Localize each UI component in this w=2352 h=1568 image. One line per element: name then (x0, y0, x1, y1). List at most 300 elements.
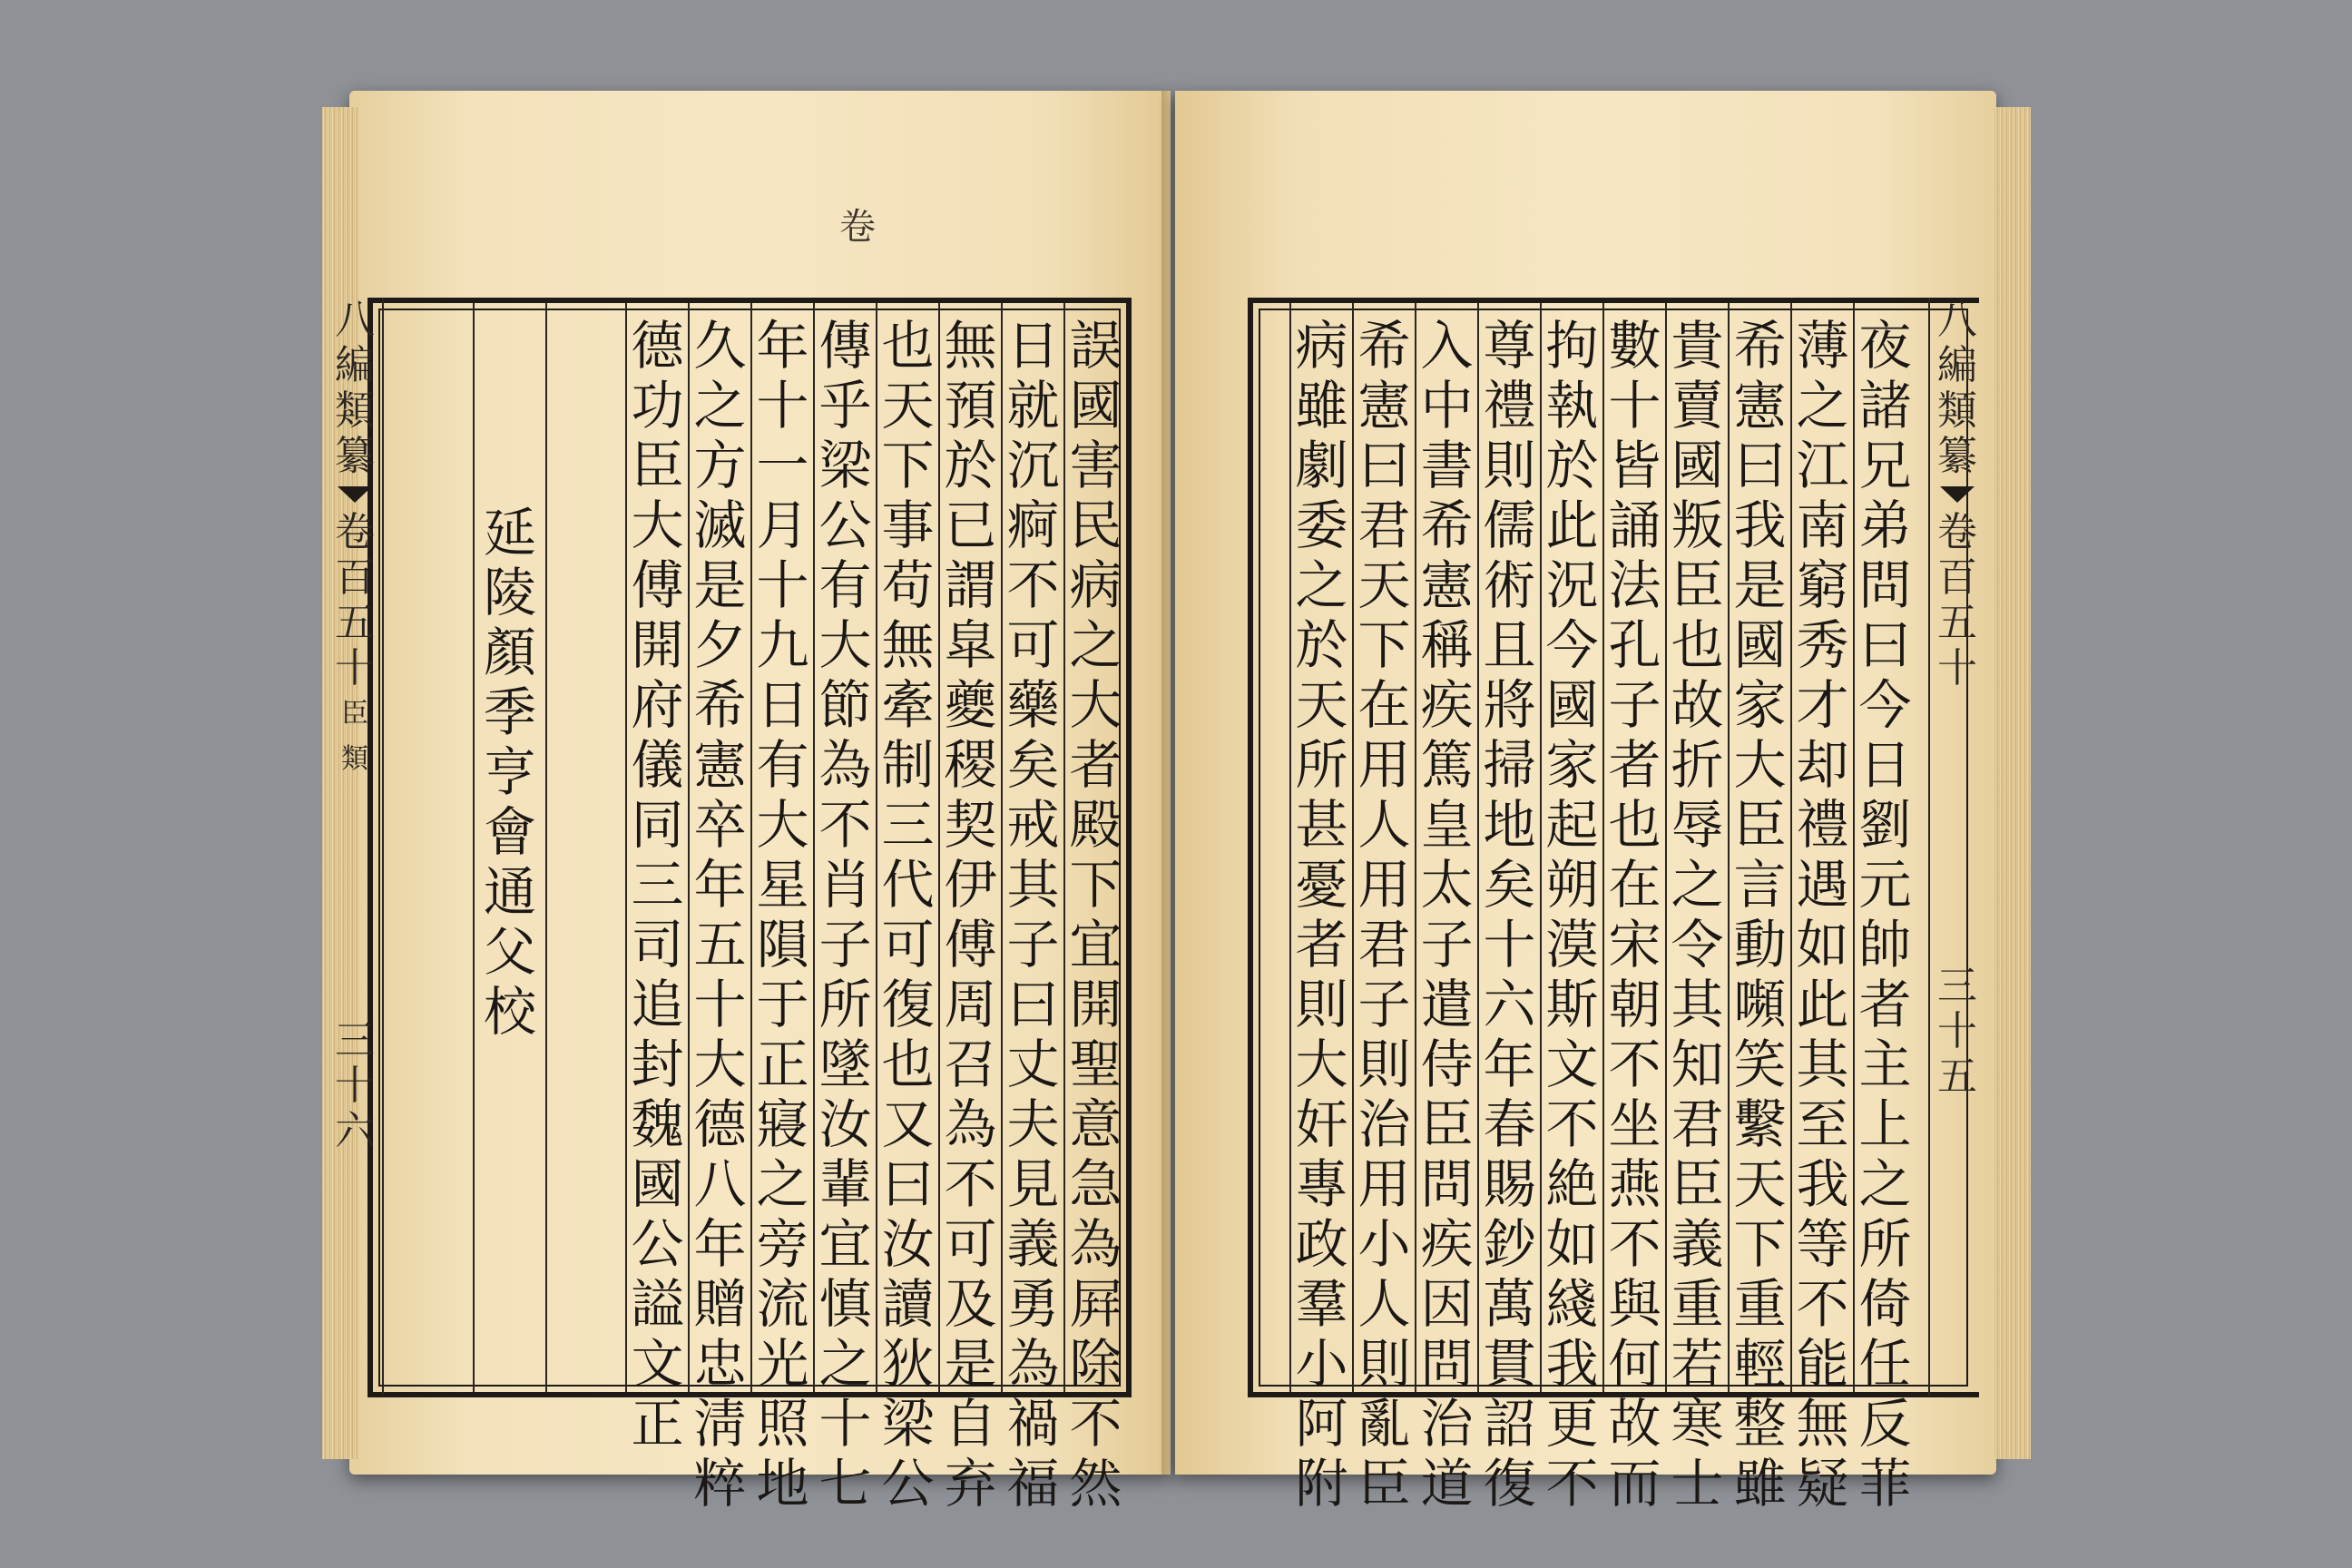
character: 憲 (1733, 375, 1787, 436)
left-text-column-7 (688, 303, 750, 1514)
character: 可 (944, 1213, 997, 1275)
character: 菲 (1858, 1453, 1912, 1514)
right-text-column-3 (1728, 303, 1790, 1514)
right-text-column-8 (1415, 303, 1477, 1514)
character: 儒 (1483, 495, 1536, 556)
character: 見 (1006, 1153, 1060, 1215)
character: 誤 (1069, 315, 1122, 377)
character: 賜 (1483, 1153, 1536, 1215)
character: 其 (1671, 974, 1724, 1035)
character: 我 (1796, 1153, 1849, 1215)
top-mark: 卷 (839, 206, 876, 248)
character: 劉 (1858, 794, 1912, 856)
character: 大 (756, 794, 809, 856)
character: 主 (1858, 1034, 1912, 1095)
character: 為 (1006, 1333, 1060, 1395)
character: 動 (1733, 914, 1787, 975)
character: 更 (1545, 1393, 1599, 1455)
character: 不 (1545, 1093, 1599, 1155)
character: 倚 (1858, 1273, 1912, 1335)
character: 德 (693, 1093, 747, 1155)
character: 日 (1006, 315, 1060, 377)
character: 隕 (756, 914, 809, 975)
character: 等 (1796, 1213, 1849, 1275)
character: 江 (1796, 435, 1849, 496)
left-page (335, 91, 1171, 1514)
character: 也 (881, 1034, 935, 1095)
character: 校 (483, 981, 536, 1043)
character: 民 (1069, 495, 1122, 556)
character: 我 (1733, 495, 1787, 556)
left-text-frame (368, 298, 1132, 1514)
character: 又 (881, 1093, 935, 1155)
character: 皇 (1420, 794, 1474, 856)
character: 季 (483, 681, 536, 743)
character: 墜 (818, 1034, 872, 1095)
character: 之 (1671, 854, 1724, 916)
right-text-column-9 (1352, 303, 1415, 1514)
character: 就 (1006, 375, 1060, 436)
character: 用 (1357, 854, 1411, 916)
character: 忠 (693, 1333, 747, 1395)
character: 謚 (631, 1273, 684, 1335)
character: 子 (1357, 974, 1411, 1035)
character: 天 (1733, 1153, 1787, 1215)
character: 梁 (818, 435, 872, 496)
character: 淸 (693, 1393, 747, 1455)
character: 劇 (1295, 435, 1348, 496)
character: 侍 (1420, 1034, 1474, 1095)
character: 是 (944, 1333, 997, 1395)
character: 整 (1733, 1393, 1787, 1455)
character: 法 (1608, 554, 1661, 616)
character: 大 (1069, 674, 1122, 736)
character: 憂 (1295, 854, 1348, 916)
character: 會 (483, 801, 536, 863)
character: 七 (818, 1453, 872, 1514)
right-text-column-5 (1602, 303, 1665, 1514)
character: 遇 (1796, 854, 1849, 916)
character: 月 (756, 495, 809, 556)
character: 文 (1545, 1034, 1599, 1095)
character: 起 (1545, 794, 1599, 856)
character: 狄 (881, 1333, 935, 1395)
character: 至 (1796, 1093, 1849, 1155)
character: 臣 (631, 435, 684, 496)
character: 臣 (1671, 1153, 1724, 1215)
character: 乎 (818, 375, 872, 436)
character: 任 (1858, 1333, 1912, 1395)
character: 斯 (1545, 974, 1599, 1035)
character: 亂 (1357, 1393, 1411, 1455)
character: 司 (631, 914, 684, 975)
character: 拘 (1545, 315, 1599, 377)
character: 將 (1483, 674, 1536, 736)
character: 粹 (693, 1453, 747, 1514)
character: 節 (818, 674, 872, 736)
right-text-column-4 (1665, 303, 1728, 1514)
character: 不 (1545, 1453, 1599, 1514)
character: 曰 (881, 1153, 935, 1215)
character: 誦 (1608, 495, 1661, 556)
character: 朔 (1545, 854, 1599, 916)
character: 之 (1295, 554, 1348, 616)
character: 子 (1006, 914, 1060, 975)
character: 子 (1420, 914, 1474, 975)
character: 方 (693, 435, 747, 496)
character: 傅 (631, 554, 684, 616)
character: 政 (1295, 1213, 1348, 1275)
character: 年 (693, 854, 747, 916)
character: 如 (1796, 914, 1849, 975)
character: 之 (756, 1153, 809, 1215)
character: 上 (1858, 1093, 1912, 1155)
character: 久 (693, 315, 747, 377)
character: 專 (1295, 1153, 1348, 1215)
character: 重 (1733, 1273, 1787, 1335)
character: 人 (1357, 794, 1411, 856)
character: 慎 (818, 1273, 872, 1335)
character: 大 (1733, 734, 1787, 796)
character: 憲 (693, 734, 747, 796)
character: 疾 (1420, 1213, 1474, 1275)
fishtail-mark (338, 486, 372, 503)
character: 者 (1295, 914, 1348, 975)
character: 沉 (1006, 435, 1060, 496)
character: 問 (1420, 1153, 1474, 1215)
character: 羣 (1295, 1273, 1348, 1335)
character: 繫 (1733, 1093, 1787, 1155)
character: 絶 (1545, 1153, 1599, 1215)
character: 十 (756, 554, 809, 616)
character: 子 (1608, 674, 1661, 736)
character: 功 (631, 375, 684, 436)
character: 者 (1608, 734, 1661, 796)
character: 十 (1483, 914, 1536, 975)
character: 薄 (1796, 315, 1849, 377)
center-strip-section: 臣 類 (341, 698, 368, 775)
character: 太 (1420, 854, 1474, 916)
character: 八 (693, 1153, 747, 1215)
character: 是 (1733, 554, 1787, 616)
character: 因 (1420, 1273, 1474, 1335)
left-text-columns (582, 303, 1126, 1514)
character: 才 (1796, 674, 1849, 736)
character: 病 (1295, 315, 1348, 377)
character: 于 (756, 974, 809, 1035)
character: 兄 (1858, 435, 1912, 496)
character: 十 (818, 1393, 872, 1455)
character: 賣 (1671, 375, 1724, 436)
character: 皐 (944, 614, 997, 676)
character: 藥 (1006, 674, 1060, 736)
character: 鈔 (1483, 1213, 1536, 1275)
character: 肖 (818, 854, 872, 916)
character: 則 (1357, 1333, 1411, 1395)
character: 日 (1858, 734, 1912, 796)
character: 禮 (1796, 794, 1849, 856)
character: 掃 (1483, 734, 1536, 796)
character: 公 (818, 495, 872, 556)
character: 為 (818, 734, 872, 796)
character: 曰 (1357, 435, 1411, 496)
character: 能 (1796, 1333, 1849, 1395)
character: 陵 (483, 562, 536, 623)
character: 三 (631, 854, 684, 916)
character: 苟 (881, 554, 935, 616)
character: 故 (1608, 1393, 1661, 1455)
character: 天 (1357, 554, 1411, 616)
character: 除 (1069, 1333, 1122, 1395)
character: 為 (944, 1093, 997, 1155)
character: 遣 (1420, 974, 1474, 1035)
character: 汝 (818, 1093, 872, 1155)
character: 疾 (1420, 674, 1474, 736)
character: 下 (1069, 854, 1122, 916)
character: 小 (1357, 1213, 1411, 1275)
character: 曰 (1006, 974, 1060, 1035)
right-text-column-10 (1289, 303, 1352, 1514)
center-strip-page-number: 三 十 五 (1937, 963, 1977, 1100)
character: 也 (1608, 794, 1661, 856)
character: 照 (756, 1393, 809, 1455)
character: 卒 (693, 794, 747, 856)
character: 也 (1671, 614, 1724, 676)
character: 丈 (1006, 1034, 1060, 1095)
character: 無 (1796, 1393, 1849, 1455)
character: 治 (1357, 1093, 1411, 1155)
character: 坐 (1608, 1093, 1661, 1155)
character: 之 (1069, 614, 1122, 676)
character: 書 (1420, 435, 1474, 496)
left-text-column-6 (750, 303, 813, 1514)
character: 殿 (1069, 794, 1122, 856)
character: 雖 (1295, 375, 1348, 436)
blank-column (545, 303, 582, 1392)
character: 事 (881, 495, 935, 556)
character: 人 (1357, 1273, 1411, 1335)
character: 用 (1357, 734, 1411, 796)
character: 治 (1420, 1393, 1474, 1455)
character: 之 (1858, 1153, 1912, 1215)
character: 臣 (1733, 794, 1787, 856)
character: 此 (1796, 974, 1849, 1035)
right-page-edge (1994, 107, 2031, 1459)
character: 府 (631, 674, 684, 736)
character: 雖 (1733, 1453, 1787, 1514)
character: 國 (631, 1153, 684, 1215)
character: 大 (818, 614, 872, 676)
character: 代 (881, 854, 935, 916)
character: 却 (1796, 734, 1849, 796)
character: 南 (1796, 495, 1849, 556)
character: 傅 (944, 914, 997, 975)
character: 言 (1733, 854, 1787, 916)
character: 疑 (1796, 1453, 1849, 1514)
character: 秀 (1796, 614, 1849, 676)
character: 所 (1858, 1213, 1912, 1275)
left-center-strip (328, 298, 384, 1396)
character: 貫 (1483, 1333, 1536, 1395)
character: 問 (1858, 554, 1912, 616)
character: 詔 (1483, 1393, 1536, 1455)
character: 周 (944, 974, 997, 1035)
character: 者 (1858, 974, 1912, 1035)
character: 綫 (1545, 1273, 1599, 1335)
character: 國 (1545, 674, 1599, 736)
character: 禍 (1006, 1393, 1060, 1455)
character: 叛 (1671, 495, 1724, 556)
character: 不 (1608, 1213, 1661, 1275)
character: 窮 (1796, 554, 1849, 616)
character: 道 (1420, 1453, 1474, 1514)
character: 禮 (1483, 375, 1536, 436)
character: 福 (1006, 1453, 1060, 1514)
character: 已 (944, 495, 997, 556)
character: 奸 (1295, 1093, 1348, 1155)
character: 寒 (1671, 1393, 1724, 1455)
character: 笑 (1733, 1034, 1787, 1095)
character: 今 (1858, 674, 1912, 736)
character: 執 (1545, 375, 1599, 436)
character: 意 (1069, 1093, 1122, 1155)
open-book (335, 91, 2005, 1514)
character: 年 (1483, 1034, 1536, 1095)
right-text-column-2 (1790, 303, 1853, 1514)
character: 自 (944, 1393, 997, 1455)
center-strip-volume: 卷 百 五 十 (1937, 509, 1977, 691)
character: 地 (756, 1453, 809, 1514)
character: 急 (1069, 1153, 1122, 1215)
character: 之 (1796, 375, 1849, 436)
character: 勇 (1006, 1273, 1060, 1335)
character: 贈 (693, 1273, 747, 1335)
character: 且 (1483, 614, 1536, 676)
character: 屛 (1069, 1273, 1122, 1335)
character: 弟 (1858, 495, 1912, 556)
character: 十 (1608, 375, 1661, 436)
character: 六 (1483, 974, 1536, 1035)
character: 無 (944, 315, 997, 377)
character: 憲 (1420, 554, 1474, 616)
character: 況 (1545, 554, 1599, 616)
character: 君 (1357, 914, 1411, 975)
right-page (1175, 91, 1996, 1514)
character: 帥 (1858, 914, 1912, 975)
character: 宜 (818, 1213, 872, 1275)
character: 君 (1671, 1093, 1724, 1155)
character: 則 (1483, 435, 1536, 496)
character: 宜 (1069, 914, 1122, 975)
character: 若 (1671, 1333, 1724, 1395)
character: 矣 (1006, 734, 1060, 796)
left-text-column-3 (938, 303, 1001, 1514)
character: 儀 (631, 734, 684, 796)
character: 故 (1671, 674, 1724, 736)
character: 父 (483, 921, 536, 983)
character: 光 (756, 1333, 809, 1395)
character: 公 (881, 1453, 935, 1514)
character: 通 (483, 861, 536, 923)
character: 尊 (1483, 315, 1536, 377)
character: 傳 (818, 315, 872, 377)
character: 年 (756, 315, 809, 377)
character: 延 (483, 502, 536, 564)
character: 開 (1069, 974, 1122, 1035)
character: 朝 (1608, 974, 1661, 1035)
character: 然 (1069, 1453, 1122, 1514)
character: 年 (693, 1213, 747, 1275)
character: 重 (1671, 1273, 1724, 1335)
character: 也 (881, 315, 935, 377)
character: 封 (631, 1034, 684, 1095)
character: 漠 (1545, 914, 1599, 975)
character: 子 (818, 914, 872, 975)
center-strip-volume: 卷 百 五 十 (335, 509, 375, 691)
character: 十 (756, 375, 809, 436)
character: 國 (1733, 614, 1787, 676)
center-strip-title: 八 編 類 纂 (1937, 297, 1977, 479)
character: 復 (1483, 1453, 1536, 1514)
character: 大 (631, 495, 684, 556)
character: 牽 (881, 674, 935, 736)
character: 契 (944, 794, 997, 856)
character: 君 (1357, 495, 1411, 556)
character: 復 (881, 974, 935, 1035)
character: 夔 (944, 674, 997, 736)
character: 入 (1420, 315, 1474, 377)
character: 我 (1545, 1333, 1599, 1395)
character: 希 (1420, 495, 1474, 556)
character: 反 (1858, 1393, 1912, 1455)
character: 阿 (1295, 1393, 1348, 1455)
character: 臣 (1357, 1453, 1411, 1514)
character: 於 (944, 435, 997, 496)
right-center-strip (1928, 298, 1984, 1396)
character: 之 (693, 375, 747, 436)
character: 中 (1420, 375, 1474, 436)
author-line (473, 303, 545, 1392)
character: 正 (756, 1034, 809, 1095)
right-text-column-6 (1540, 303, 1602, 1514)
character: 預 (944, 375, 997, 436)
character: 制 (881, 734, 935, 796)
character: 宋 (1608, 914, 1661, 975)
character: 文 (631, 1333, 684, 1395)
character: 甚 (1295, 794, 1348, 856)
character: 臣 (1671, 554, 1724, 616)
character: 希 (1357, 315, 1411, 377)
character: 篤 (1420, 734, 1474, 796)
character: 亨 (483, 741, 536, 803)
character: 折 (1671, 734, 1724, 796)
character: 可 (1006, 614, 1060, 676)
character: 則 (1357, 1034, 1411, 1095)
character: 天 (1295, 674, 1348, 736)
left-text-column-1 (1063, 303, 1126, 1514)
character: 夜 (1858, 315, 1912, 377)
center-strip-page-number: 三 十 六 (335, 1017, 375, 1154)
character: 於 (1545, 435, 1599, 496)
character: 病 (1069, 554, 1122, 616)
character: 五 (693, 914, 747, 975)
character: 皆 (1608, 435, 1661, 496)
character: 稱 (1420, 614, 1474, 676)
right-text-columns (1253, 303, 1916, 1514)
character: 魏 (631, 1093, 684, 1155)
character: 同 (631, 794, 684, 856)
character: 不 (1608, 1034, 1661, 1095)
